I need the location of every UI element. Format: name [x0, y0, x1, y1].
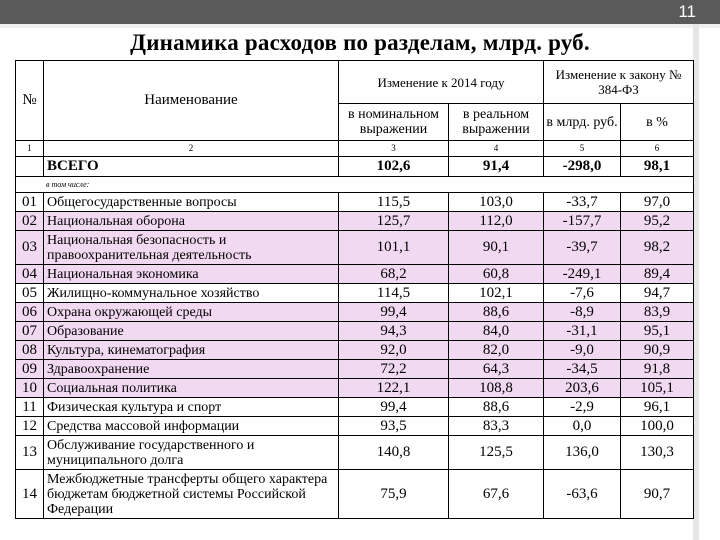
row-code: 06: [16, 303, 44, 322]
row-pct: 94,7: [621, 284, 694, 303]
row-name: Обслуживание государственного и муниципального долга: [44, 436, 339, 470]
row-bln: 136,0: [544, 436, 621, 470]
table-row: [16, 470, 694, 519]
header-bln: в млрд. руб.: [544, 104, 621, 141]
total-real: 91,4: [449, 157, 544, 177]
row-pct: 83,9: [621, 303, 694, 322]
row-bln: -7,6: [544, 284, 621, 303]
col-index: 4: [449, 141, 544, 157]
row-nominal: 101,1: [339, 231, 449, 265]
row-nominal: 125,7: [339, 212, 449, 231]
table-row: [16, 193, 694, 212]
header-no: №: [16, 61, 44, 141]
row-nominal: 140,8: [339, 436, 449, 470]
row-pct: 97,0: [621, 193, 694, 212]
row-real: 102,1: [449, 284, 544, 303]
row-name: Общегосударственные вопросы: [44, 193, 339, 212]
col-index: 3: [339, 141, 449, 157]
row-pct: 130,3: [621, 436, 694, 470]
header-real: в реальном выражении: [449, 104, 544, 141]
header-name: Наименование: [44, 61, 339, 141]
row-code: 01: [16, 193, 44, 212]
col-index: 1: [16, 141, 44, 157]
row-real: 88,6: [449, 303, 544, 322]
row-nominal: 92,0: [339, 341, 449, 360]
table-row: [16, 341, 694, 360]
row-name: Средства массовой информации: [44, 417, 339, 436]
row-pct: 91,8: [621, 360, 694, 379]
total-bln: -298,0: [544, 157, 621, 177]
row-nominal: 115,5: [339, 193, 449, 212]
row-nominal: 99,4: [339, 398, 449, 417]
row-code: 12: [16, 417, 44, 436]
table-row: [16, 284, 694, 303]
row-code: 11: [16, 398, 44, 417]
col-index: 2: [44, 141, 339, 157]
table-row: [16, 360, 694, 379]
row-bln: 0,0: [544, 417, 621, 436]
row-name: Образование: [44, 322, 339, 341]
row-nominal: 72,2: [339, 360, 449, 379]
row-bln: -2,9: [544, 398, 621, 417]
row-name: Национальная безопасность и правоохранительная деятельность: [44, 231, 339, 265]
header-change-2014: Изменение к 2014 году: [339, 61, 544, 104]
row-name: Здравоохранение: [44, 360, 339, 379]
row-code: 14: [16, 470, 44, 519]
row-nominal: 122,1: [339, 379, 449, 398]
row-nominal: 114,5: [339, 284, 449, 303]
row-code: 02: [16, 212, 44, 231]
including-note: в том числе:: [16, 177, 694, 193]
total-label: ВСЕГО: [44, 157, 339, 177]
row-real: 67,6: [449, 470, 544, 519]
row-name: Социальная политика: [44, 379, 339, 398]
row-code: 04: [16, 265, 44, 284]
row-bln: -63,6: [544, 470, 621, 519]
total-pct: 98,1: [621, 157, 694, 177]
row-code: 03: [16, 231, 44, 265]
total-row: [16, 157, 694, 177]
row-real: 83,3: [449, 417, 544, 436]
table-row: [16, 398, 694, 417]
row-name: Межбюджетные трансферты общего характера бюджетам бюджетной системы Российской Федерации: [44, 470, 339, 519]
row-code: 08: [16, 341, 44, 360]
row-pct: 89,4: [621, 265, 694, 284]
header-change-law: Изменение к закону № 384-ФЗ: [544, 61, 694, 104]
row-bln: -157,7: [544, 212, 621, 231]
table-row: [16, 436, 694, 470]
row-bln: 203,6: [544, 379, 621, 398]
row-name: Национальная экономика: [44, 265, 339, 284]
table-row: [16, 265, 694, 284]
total-nominal: 102,6: [339, 157, 449, 177]
row-code: 05: [16, 284, 44, 303]
slide-top-bar: [0, 0, 720, 24]
row-code: 13: [16, 436, 44, 470]
slide-shadow-top: [0, 24, 720, 28]
row-bln: -34,5: [544, 360, 621, 379]
row-name: Физическая культура и спорт: [44, 398, 339, 417]
row-nominal: 93,5: [339, 417, 449, 436]
row-pct: 90,9: [621, 341, 694, 360]
row-name: Охрана окружающей среды: [44, 303, 339, 322]
row-nominal: 68,2: [339, 265, 449, 284]
col-index: 5: [544, 141, 621, 157]
row-code: 07: [16, 322, 44, 341]
row-pct: 96,1: [621, 398, 694, 417]
table-row: [16, 322, 694, 341]
row-pct: 95,1: [621, 322, 694, 341]
row-real: 103,0: [449, 193, 544, 212]
row-bln: -39,7: [544, 231, 621, 265]
row-pct: 90,7: [621, 470, 694, 519]
row-real: 82,0: [449, 341, 544, 360]
row-name: Национальная оборона: [44, 212, 339, 231]
row-pct: 95,2: [621, 212, 694, 231]
row-nominal: 75,9: [339, 470, 449, 519]
row-real: 84,0: [449, 322, 544, 341]
table-row: [16, 417, 694, 436]
row-code: 09: [16, 360, 44, 379]
header-pct: в %: [621, 104, 694, 141]
header-nominal: в номинальном выражении: [339, 104, 449, 141]
row-code: 10: [16, 379, 44, 398]
row-real: 88,6: [449, 398, 544, 417]
row-nominal: 94,3: [339, 322, 449, 341]
row-real: 64,3: [449, 360, 544, 379]
row-bln: -8,9: [544, 303, 621, 322]
expenses-table: [15, 60, 694, 519]
col-index: 6: [621, 141, 694, 157]
row-nominal: 99,4: [339, 303, 449, 322]
table-row: [16, 379, 694, 398]
row-real: 60,8: [449, 265, 544, 284]
row-bln: -31,1: [544, 322, 621, 341]
row-name: Жилищно-коммунальное хозяйство: [44, 284, 339, 303]
page-title: Динамика расходов по разделам, млрд. руб.: [130, 30, 590, 55]
row-name: Культура, кинематография: [44, 341, 339, 360]
row-bln: -33,7: [544, 193, 621, 212]
row-real: 90,1: [449, 231, 544, 265]
row-bln: -249,1: [544, 265, 621, 284]
row-pct: 98,2: [621, 231, 694, 265]
row-real: 108,8: [449, 379, 544, 398]
table-row: [16, 212, 694, 231]
row-real: 125,5: [449, 436, 544, 470]
table-row: [16, 231, 694, 265]
row-pct: 105,1: [621, 379, 694, 398]
page-number: 11: [678, 2, 696, 21]
row-real: 112,0: [449, 212, 544, 231]
row-bln: -9,0: [544, 341, 621, 360]
row-pct: 100,0: [621, 417, 694, 436]
table-row: [16, 303, 694, 322]
